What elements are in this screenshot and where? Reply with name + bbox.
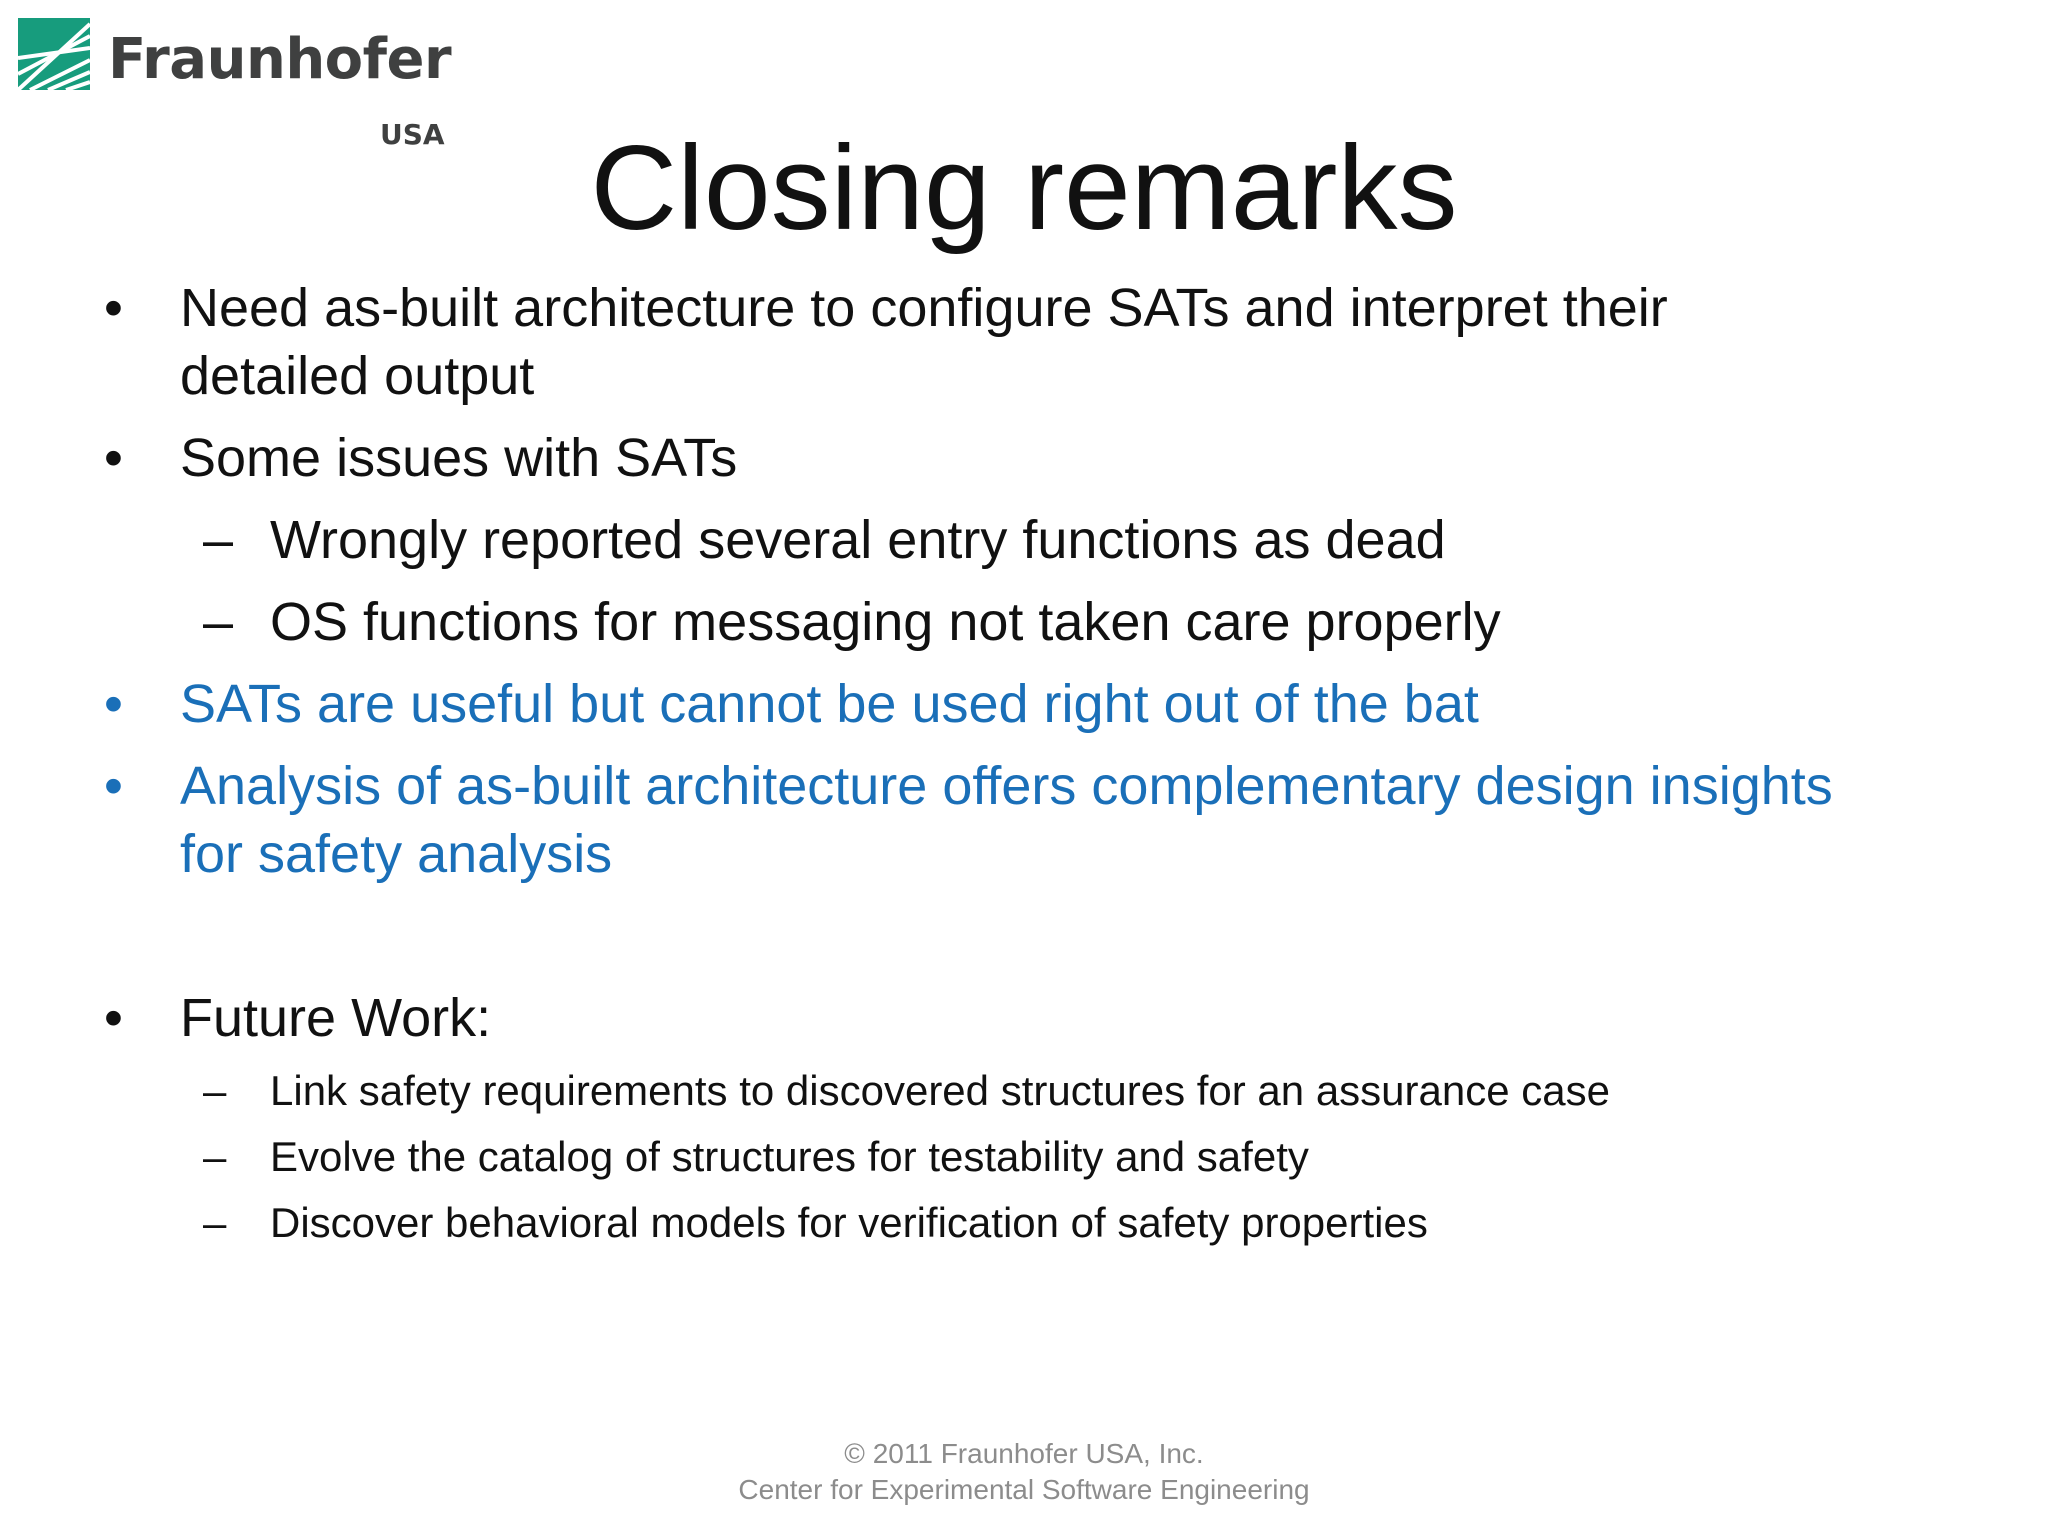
sub-bullet-marker: – [203, 1067, 227, 1114]
sub-bullet-item [203, 506, 1446, 574]
sub-bullet-marker: – [203, 1133, 227, 1180]
sub-bullet-text: Wrongly reported several entry functions as dead [270, 510, 1446, 570]
bullet-item [104, 274, 1668, 410]
sub-bullet-item [203, 1196, 1428, 1250]
bullet-text-continued: for safety analysis [180, 824, 613, 884]
sub-bullet-marker: – [203, 592, 234, 652]
bullet-item-highlight [104, 670, 1479, 738]
sub-bullet-text: Evolve the catalog of structures for testability and safety [270, 1133, 1309, 1180]
sub-bullet-text: OS functions for messaging not taken care properly [270, 592, 1501, 652]
bullet-item [104, 984, 491, 1052]
bullet-text: Some issues with SATs [180, 428, 738, 488]
bullet-marker: • [104, 674, 123, 734]
logo-sub: USA [380, 118, 445, 151]
bullet-text: Future Work: [180, 988, 492, 1048]
sub-bullet-marker: – [203, 1199, 227, 1246]
bullet-item-highlight [104, 752, 1833, 888]
bullet-text-continued: detailed output [180, 346, 535, 406]
bullet-text: SATs are useful but cannot be used right out of the bat [180, 674, 1479, 734]
sub-bullet-text: Link safety requirements to discovered structures for an assurance case [270, 1067, 1610, 1114]
bullet-text: Analysis of as-built architecture offers complementary design insights [180, 756, 1833, 816]
slide-title: Closing remarks [590, 121, 1458, 255]
sub-bullet-item [203, 1130, 1309, 1184]
footer-org: Center for Experimental Software Engineering [738, 1474, 1310, 1505]
bullet-marker: • [104, 988, 123, 1048]
fraunhofer-logo [18, 14, 458, 151]
bullet-marker: • [104, 428, 123, 488]
bullet-marker: • [104, 278, 123, 338]
footer-copyright: © 2011 Fraunhofer USA, Inc. [844, 1438, 1204, 1469]
logo-name: Fraunhofer [108, 27, 452, 92]
sub-bullet-marker: – [203, 510, 234, 570]
sub-bullet-item [203, 1064, 1610, 1118]
sub-bullet-text: Discover behavioral models for verification of safety properties [270, 1199, 1428, 1246]
bullet-text: Need as-built architecture to configure SATs and interpret their [180, 278, 1668, 338]
sub-bullet-item [203, 588, 1501, 656]
fraunhofer-logo-mark [18, 18, 90, 90]
bullet-item [104, 424, 737, 492]
bullet-marker: • [104, 756, 123, 816]
slide-footer [0, 1436, 2048, 1508]
